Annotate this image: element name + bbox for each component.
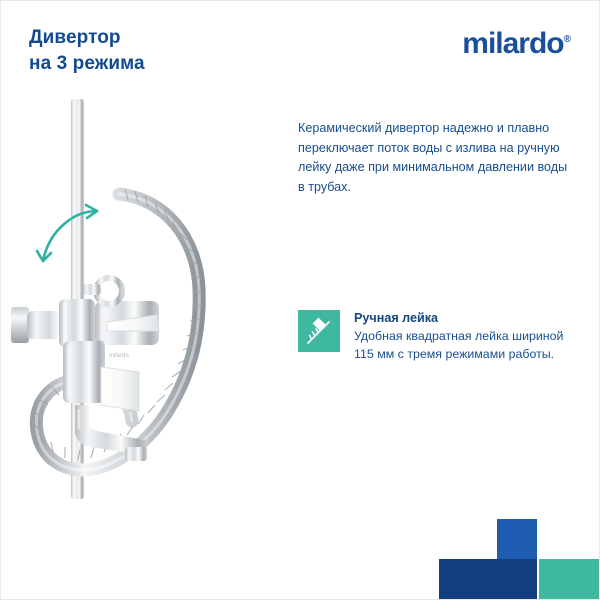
registered-mark: ® — [563, 34, 571, 45]
feature-description: Удобная квадратная лейка шириной 115 мм с тремя режимами работы. — [354, 329, 564, 361]
brand-logo — [462, 29, 571, 59]
decor-square-dark-blue — [439, 559, 537, 599]
feature-block — [298, 310, 583, 364]
diverter-rotation-arrow — [37, 205, 97, 261]
decor-square-blue — [497, 519, 537, 559]
svg-text:milardo: milardo — [109, 353, 129, 359]
page-title-line-1: Дивертор — [29, 27, 121, 48]
brand-name-text: milardo — [462, 27, 564, 60]
shower-head-icon — [298, 310, 340, 352]
page-title-line-2: на 3 режима — [29, 52, 145, 74]
decor-square-teal — [539, 559, 599, 599]
brand-name — [462, 29, 571, 59]
description-paragraph: Керамический дивертор надежно и плавно переключает поток воды с излива на ручную лейку даже при минимальном давлении воды в трубах. — [298, 121, 568, 194]
page-title — [29, 25, 145, 76]
feature-text — [354, 310, 583, 364]
feature-title: Ручная лейка — [354, 311, 439, 325]
product-image — [1, 79, 291, 529]
